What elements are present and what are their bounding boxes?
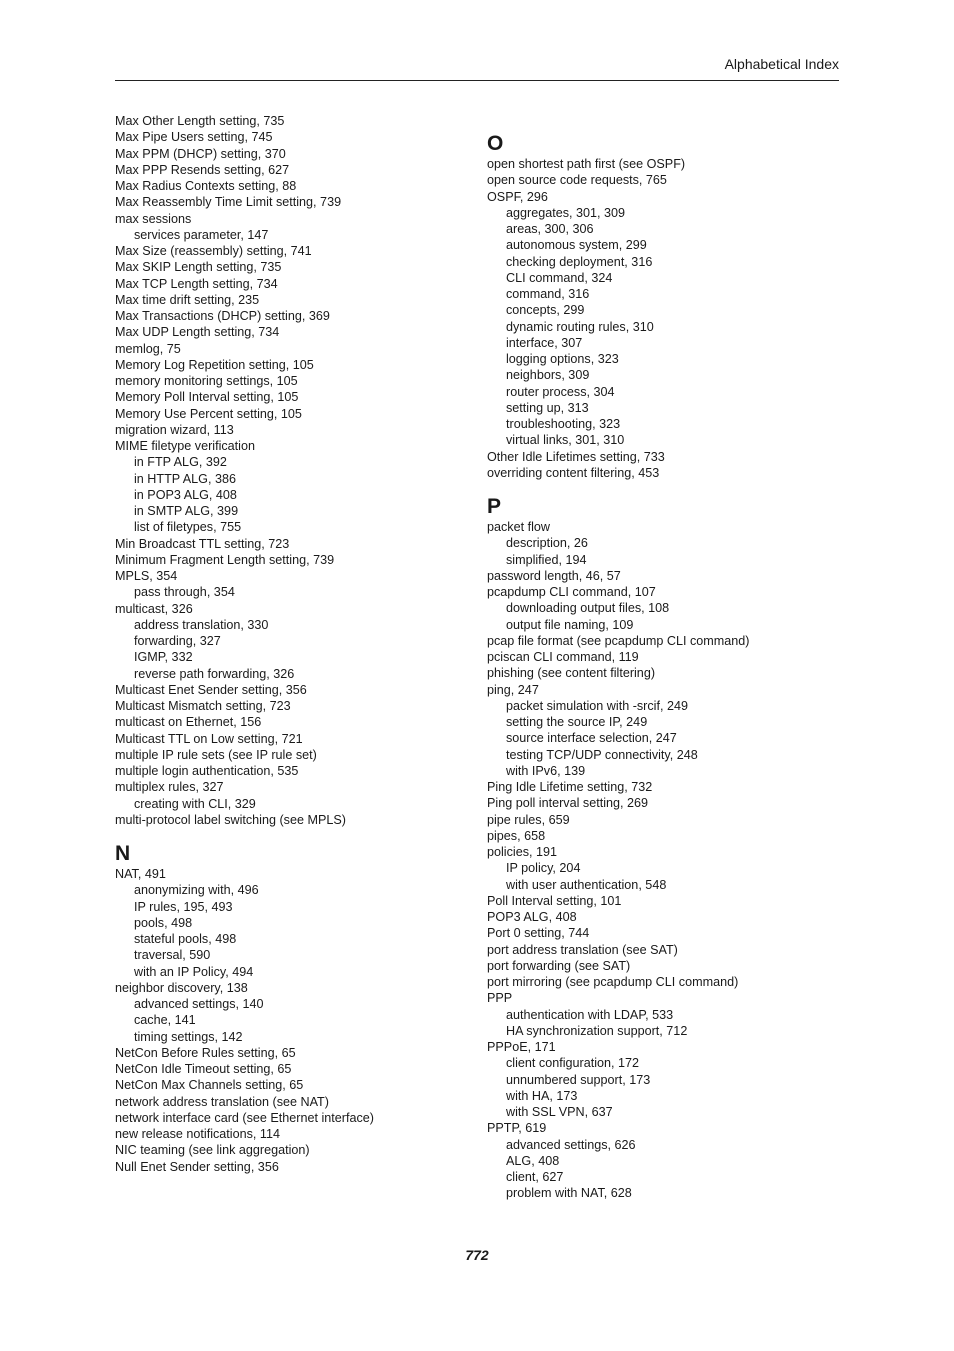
index-subentry: stateful pools, 498 [134,932,237,946]
index-subentry: with an IP Policy, 494 [134,964,254,979]
index-entry: pcap file format (see pcapdump CLI command) [487,633,750,648]
index-subentry: in POP3 ALG, 408 [134,487,237,502]
index-entry: new release notifications, 114 [115,1127,280,1141]
index-subentry: pools, 498 [134,915,193,930]
index-entry: Max Radius Contexts setting, 88 [115,179,297,193]
index-entry: PPPoE, 171 [487,1040,556,1054]
index-entry: multicast, 326 [115,601,193,616]
index-entry: Ping poll interval setting, 269 [487,796,649,811]
page-number: 772 [465,1247,489,1263]
index-subentry: CLI command, 324 [506,270,613,285]
index-entry: Poll Interval setting, 101 [487,893,622,908]
running-header-title: Alphabetical Index [724,56,839,72]
index-subentry: cache, 141 [134,1013,196,1028]
index-entry: pipes, 658 [487,828,546,843]
index-entry: Multicast Mismatch setting, 723 [115,699,291,713]
index-subentry: router process, 304 [506,384,615,399]
index-subentry: with user authentication, 548 [506,877,667,892]
index-entry: Max Other Length setting, 735 [115,114,285,128]
index-entry: phishing (see content filtering) [487,666,656,681]
index-subentry: with SSL VPN, 637 [506,1105,613,1119]
index-subentry: downloading output files, 108 [506,601,670,616]
index-subentry: list of filetypes, 755 [134,520,242,535]
index-entry: Memory Use Percent setting, 105 [115,406,302,421]
index-subentry: setting the source IP, 249 [506,715,648,729]
index-entry: overriding content filtering, 453 [487,465,660,480]
index-subentry: problem with NAT, 628 [506,1186,632,1201]
index-subentry: reverse path forwarding, 326 [134,666,295,681]
index-entry: multiplex rules, 327 [115,780,224,795]
index-entry: memory monitoring settings, 105 [115,374,298,388]
index-entry: packet flow [487,520,550,534]
index-subentry: troubleshooting, 323 [506,417,621,431]
index-subentry: concepts, 299 [506,303,585,318]
index-entry: port address translation (see SAT) [487,942,678,957]
index-subentry: setting up, 313 [506,400,589,415]
index-subentry: with HA, 173 [506,1088,578,1103]
index-subentry: aggregates, 301, 309 [506,205,626,220]
index-entry: Memory Poll Interval setting, 105 [115,390,299,405]
index-subentry: in SMTP ALG, 399 [134,504,239,518]
index-column-left [115,113,455,1175]
index-entry: network address translation (see NAT) [115,1094,329,1109]
index-subentry: in FTP ALG, 392 [134,455,227,470]
index-entry: Memory Log Repetition setting, 105 [115,357,314,372]
index-entry: Min Broadcast TTL setting, 723 [115,536,290,551]
index-entry: Port 0 setting, 744 [487,926,590,941]
index-entry: multiple login authentication, 535 [115,764,299,778]
index-subentry: advanced settings, 140 [134,997,264,1011]
index-entry: MIME filetype verification [115,439,255,453]
index-subentry: creating with CLI, 329 [134,796,256,811]
index-entry: Max Pipe Users setting, 745 [115,130,273,145]
index-subentry: services parameter, 147 [134,227,269,242]
index-entry: Max Size (reassembly) setting, 741 [115,244,312,258]
index-entry: NAT, 491 [115,867,166,881]
index-subentry: simplified, 194 [506,552,587,567]
index-entry: password length, 46, 57 [487,568,621,583]
index-column-right [487,132,827,1202]
index-entry: MPLS, 354 [115,569,178,583]
index-subentry: autonomous system, 299 [506,238,647,253]
index-subentry: authentication with LDAP, 533 [506,1007,674,1022]
index-subentry: address translation, 330 [134,617,269,632]
index-subentry: neighbors, 309 [506,368,590,383]
index-subentry: virtual links, 301, 310 [506,433,625,448]
index-section-letter: P [487,495,502,518]
index-subentry: pass through, 354 [134,585,235,600]
index-subentry: interface, 307 [506,335,583,350]
index-entry: Ping Idle Lifetime setting, 732 [487,780,653,794]
index-entry: OSPF, 296 [487,189,548,204]
index-entry: Max PPM (DHCP) setting, 370 [115,146,286,161]
index-entry: multicast on Ethernet, 156 [115,715,262,730]
index-subentry: with IPv6, 139 [506,763,586,778]
index-entry: neighbor discovery, 138 [115,980,248,995]
index-entry: Null Enet Sender setting, 356 [115,1159,279,1174]
index-entry: POP3 ALG, 408 [487,910,577,924]
index-entry: open source code requests, 765 [487,173,667,188]
index-entry: Max time drift setting, 235 [115,292,260,307]
index-entry: pciscan CLI command, 119 [487,650,639,664]
index-entry: Minimum Fragment Length setting, 739 [115,552,335,567]
index-entry: pcapdump CLI command, 107 [487,585,656,599]
index-subentry: advanced settings, 626 [506,1137,636,1152]
index-entry: Max Transactions (DHCP) setting, 369 [115,309,330,323]
index-entry: multiple IP rule sets (see IP rule set) [115,747,317,762]
index-subentry: IGMP, 332 [134,650,193,665]
index-subentry: areas, 300, 306 [506,222,594,236]
index-section-letter: O [487,132,504,155]
index-entry: network interface card (see Ethernet interface) [115,1110,374,1125]
index-entry: policies, 191 [487,845,558,859]
index-entry: NetCon Max Channels setting, 65 [115,1078,304,1093]
index-subentry: packet simulation with -srcif, 249 [506,698,688,713]
index-entry: Other Idle Lifetimes setting, 733 [487,449,665,464]
index-entry: multi-protocol label switching (see MPLS) [115,812,346,827]
index-entry: Max Reassembly Time Limit setting, 739 [115,195,342,210]
index-entry: Max SKIP Length setting, 735 [115,260,282,275]
header-divider [115,80,839,81]
index-subentry: timing settings, 142 [134,1029,243,1044]
index-entry: PPTP, 619 [487,1121,547,1136]
index-entry: Max TCP Length setting, 734 [115,276,278,291]
index-subentry: anonymizing with, 496 [134,883,259,898]
index-subentry: IP policy, 204 [506,861,581,876]
index-entry: NIC teaming (see link aggregation) [115,1143,310,1158]
index-entry: NetCon Idle Timeout setting, 65 [115,1062,292,1076]
index-entry: Max PPP Resends setting, 627 [115,162,290,177]
index-subentry: output file naming, 109 [506,617,634,632]
index-subentry: description, 26 [506,536,588,551]
index-entry: open shortest path first (see OSPF) [487,157,686,171]
index-entry: PPP [487,991,513,1006]
index-subentry: dynamic routing rules, 310 [506,319,654,334]
index-section-letter: N [115,842,131,865]
index-subentry: client, 627 [506,1170,564,1184]
index-subentry: HA synchronization support, 712 [506,1023,688,1038]
index-entry: port forwarding (see SAT) [487,958,631,973]
index-subentry: unnumbered support, 173 [506,1072,651,1087]
index-subentry: command, 316 [506,287,590,301]
index-subentry: checking deployment, 316 [506,254,653,269]
index-entry: migration wizard, 113 [115,422,234,437]
index-entry: pipe rules, 659 [487,812,570,827]
index-subentry: IP rules, 195, 493 [134,899,233,914]
index-subentry: traversal, 590 [134,948,211,963]
index-entry: Max UDP Length setting, 734 [115,325,280,340]
index-subentry: source interface selection, 247 [506,731,677,746]
index-subentry: ALG, 408 [506,1153,560,1168]
index-entry: memlog, 75 [115,341,181,356]
index-entry: Multicast Enet Sender setting, 356 [115,682,307,697]
index-entry: port mirroring (see pcapdump CLI command) [487,975,739,989]
index-subentry: logging options, 323 [506,352,619,366]
index-entry: ping, 247 [487,682,539,697]
index-subentry: testing TCP/UDP connectivity, 248 [506,747,698,762]
index-subentry: client configuration, 172 [506,1056,640,1071]
index-subentry: in HTTP ALG, 386 [134,471,236,486]
index-entry: max sessions [115,211,192,226]
index-subentry: forwarding, 327 [134,634,221,648]
index-entry: Multicast TTL on Low setting, 721 [115,731,303,746]
index-entry: NetCon Before Rules setting, 65 [115,1045,296,1060]
